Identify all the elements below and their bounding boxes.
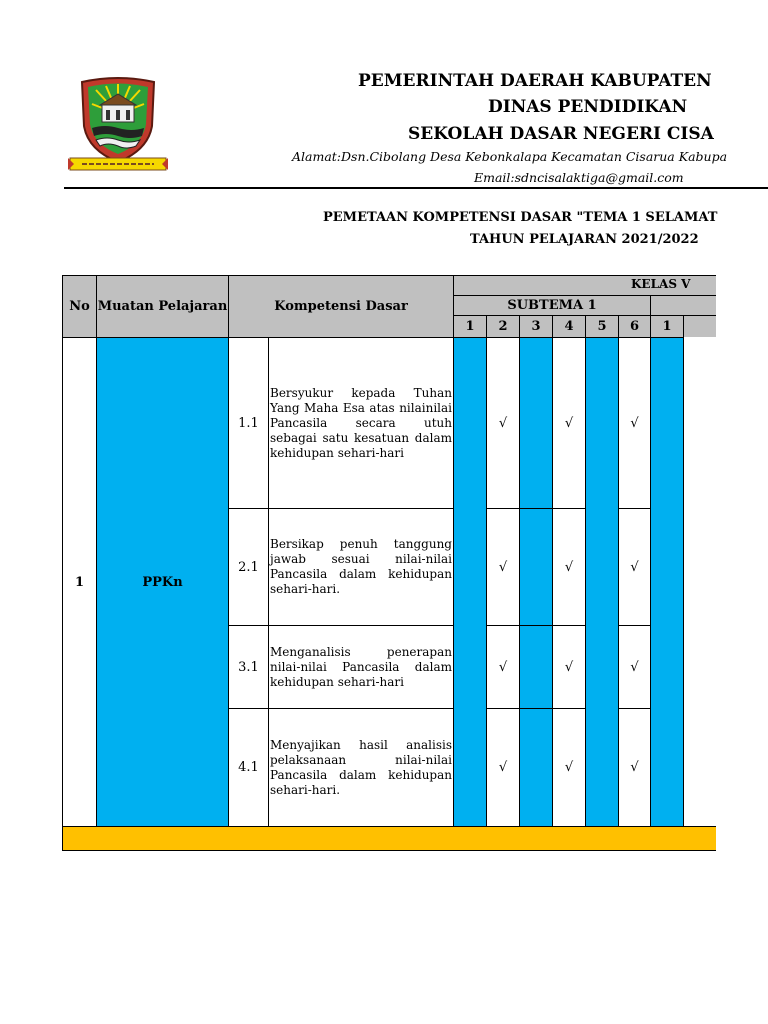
pb-cell: √: [552, 708, 586, 827]
pb-cell: [519, 625, 553, 709]
col-header-kd: Kompetensi Dasar: [228, 275, 454, 338]
pb-column-5: [585, 337, 619, 827]
pb-column-1: [453, 337, 487, 827]
row-number: 1: [62, 337, 97, 827]
header-line-3: SEKOLAH DASAR NEGERI CISA: [408, 124, 714, 144]
kd-code: 4.1: [228, 708, 269, 827]
pb-cell: √: [486, 625, 520, 709]
pb-cell: √: [618, 508, 651, 626]
pb-cell: [519, 708, 553, 827]
col-header-subtema-2: [650, 295, 716, 316]
pb-cell: √: [552, 337, 586, 509]
kd-description: Menyajikan hasil analisis pelaksanaan nilai-nilai Pancasila dalam kehidupan sehari-hari.: [268, 708, 454, 827]
col-pb-2: 2: [486, 315, 520, 338]
academic-year: TAHUN PELAJARAN 2021/2022: [470, 232, 699, 247]
col-pb-7: 1: [650, 315, 684, 338]
kd-description: Bersikap penuh tanggung jawab sesuai nilai-nilai Pancasila dalam kehidupan sehari-hari.: [268, 508, 454, 626]
col-header-subtema: SUBTEMA 1: [453, 295, 651, 316]
col-pb-5: 5: [585, 315, 619, 338]
col-pb-3: 3: [519, 315, 553, 338]
kd-description: Menganalisis penerapan nilai-nilai Pancasila dalam kehidupan sehari-hari: [268, 625, 454, 709]
pb-cell: √: [486, 708, 520, 827]
subject-name: PPKn: [96, 337, 229, 827]
pb-cell: [519, 508, 553, 626]
kd-code: 2.1: [228, 508, 269, 626]
school-address: Alamat:Dsn.Cibolang Desa Kebonkalapa Kecamatan Cisarua Kabupa: [292, 149, 728, 164]
kd-code: 1.1: [228, 337, 269, 509]
pb-cell: [519, 337, 553, 509]
school-email: Email:sdncisalaktiga@gmail.com: [474, 170, 684, 185]
pb-cell: √: [552, 625, 586, 709]
header-line-1: PEMERINTAH DAERAH KABUPATEN: [358, 71, 712, 91]
pb-cell: √: [552, 508, 586, 626]
col-header-no: No: [62, 275, 97, 338]
col-header-muatan: Muatan Pelajaran: [96, 275, 229, 338]
pb-cell: √: [618, 337, 651, 509]
kd-code: 3.1: [228, 625, 269, 709]
total-row: [62, 826, 716, 851]
pb-cell: √: [618, 625, 651, 709]
pb-cell: √: [486, 337, 520, 509]
kd-description: Bersyukur kepada Tuhan Yang Maha Esa atas nilainilai Pancasila secara utuh sebagai satu kesatuan dalam kehidupan sehari-hari: [268, 337, 454, 509]
col-pb-1: 1: [453, 315, 487, 338]
col-pb-4: 4: [552, 315, 586, 338]
pb-cell: √: [486, 508, 520, 626]
pb-cell: √: [618, 708, 651, 827]
col-header-kelas: KELAS V: [453, 275, 716, 296]
col-pb-6: 6: [618, 315, 651, 338]
header-line-2: DINAS PENDIDIKAN: [488, 97, 688, 117]
document-title: PEMETAAN KOMPETENSI DASAR "TEMA 1 SELAMAT: [323, 210, 718, 225]
pb-column-7: [650, 337, 684, 827]
